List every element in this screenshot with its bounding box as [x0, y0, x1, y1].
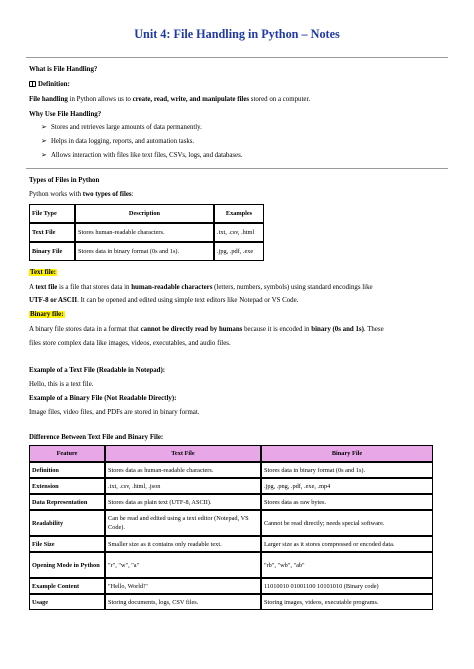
- bullet-item: ➢ Helps in data logging, reports, and automation tasks.: [41, 137, 195, 145]
- table-header-row: [29, 445, 433, 462]
- table-cell: Cannot be read directly; needs special software.: [261, 510, 433, 536]
- table-row: [29, 462, 433, 478]
- definition-label: Definition:: [29, 80, 70, 89]
- table-cell: "r", "w", "a": [105, 552, 261, 578]
- table-cell: File Size: [29, 536, 105, 552]
- table-row: [29, 578, 433, 594]
- table-cell: Example Content: [29, 578, 105, 594]
- table-cell: Stores data as human-readable characters.: [105, 462, 261, 478]
- table-row: [29, 242, 264, 261]
- binary-file-line-2: files store complex data like images, videos, executables, and audio files.: [29, 340, 231, 347]
- table-cell: 11010010 01001100 10101010 (Binary code): [261, 578, 433, 594]
- table-cell: Binary File: [29, 242, 75, 261]
- table-cell: Smaller size as it contains only readable text.: [105, 536, 261, 552]
- text-example-heading: Example of a Text File (Readable in Notepad):: [29, 367, 166, 374]
- binary-example-heading: Example of a Binary File (Not Readable Directly):: [29, 395, 177, 402]
- column-header: Description: [75, 204, 214, 223]
- table-cell: Stores data in binary format (0s and 1s).: [261, 462, 433, 478]
- book-icon: [29, 81, 36, 87]
- what-heading: What is File Handling?: [29, 66, 98, 73]
- table-header-row: [29, 204, 264, 223]
- text-example-body: Hello, this is a text file.: [29, 381, 94, 388]
- table-cell: Stores data as plain text (UTF-8, ASCII).: [105, 494, 261, 510]
- comparison-table: [29, 445, 433, 610]
- table-cell: Definition: [29, 462, 105, 478]
- table-row: [29, 594, 433, 610]
- table-cell: Extension: [29, 478, 105, 494]
- table-cell: Usage: [29, 594, 105, 610]
- text-file-label: Text file:: [30, 269, 56, 276]
- table-cell: Stores data in binary format (0s and 1s).: [75, 242, 214, 261]
- arrow-bullet-icon: ➢: [41, 151, 47, 159]
- binary-file-label: Binary file:: [30, 311, 64, 318]
- table-cell: Readability: [29, 510, 105, 536]
- table-cell: .jpg, .pdf, .exe: [214, 242, 264, 261]
- table-cell: Stores human-readable characters.: [75, 223, 214, 242]
- types-intro: Python works with two types of files:: [29, 191, 134, 198]
- table-cell: "Hello, World!": [105, 578, 261, 594]
- table-cell: .jpg, .png, .pdf, .exe, .mp4: [261, 478, 433, 494]
- binary-file-line-1: A binary file stores data in a format that cannot be directly read by humans because it is encoded in binary (0s and 1s). These: [29, 326, 384, 333]
- table-row: [29, 223, 264, 242]
- column-header: Binary File: [261, 445, 433, 462]
- table-cell: Storing images, videos, executable programs.: [261, 594, 433, 610]
- table-row: [29, 536, 433, 552]
- table-cell: Stores data as raw bytes.: [261, 494, 433, 510]
- title-divider: [26, 57, 448, 58]
- table-cell: Can be read and edited using a text editor (Notepad, VS Code).: [105, 510, 261, 536]
- text-file-line-2: UTF-8 or ASCII. It can be opened and edited using simple text editors like Notepad or VS Code.: [29, 297, 299, 304]
- section-divider: [26, 168, 448, 169]
- table-cell: Text File: [29, 223, 75, 242]
- table-row: [29, 510, 433, 536]
- diff-heading: Difference Between Text File and Binary File:: [29, 434, 164, 441]
- arrow-bullet-icon: ➢: [41, 123, 47, 131]
- arrow-bullet-icon: ➢: [41, 137, 47, 145]
- why-heading: Why Use File Handling?: [29, 111, 102, 118]
- bullet-item: ➢ Allows interaction with files like text files, CSVs, logs, and databases.: [41, 151, 243, 159]
- table-cell: Opening Mode in Python: [29, 552, 105, 578]
- definition-text: File handling in Python allows us to create, read, write, and manipulate files stored on a computer.: [29, 96, 311, 103]
- table-row: [29, 494, 433, 510]
- binary-example-body: Image files, video files, and PDFs are stored in binary format.: [29, 409, 200, 416]
- column-header: Text File: [105, 445, 261, 462]
- types-heading: Types of Files in Python: [29, 177, 100, 184]
- bullet-item: ➢ Stores and retrieves large amounts of data permanently.: [41, 123, 202, 131]
- table-cell: .txt, .csv, .html, .json: [105, 478, 261, 494]
- text-file-line-1: A text file is a file that stores data in human-readable characters (letters, numbers, symbols) using standard encodings like: [29, 284, 373, 291]
- column-header: Examples: [214, 204, 264, 223]
- table-cell: "rb", "wb", "ab": [261, 552, 433, 578]
- table-cell: Larger size as it stores compressed or encoded data.: [261, 536, 433, 552]
- column-header: File Type: [29, 204, 75, 223]
- table-cell: Data Representation: [29, 494, 105, 510]
- table-row: [29, 478, 433, 494]
- table-cell: Storing documents, logs, CSV files.: [105, 594, 261, 610]
- column-header: Feature: [29, 445, 105, 462]
- table-cell: .txt, .csv, .html: [214, 223, 264, 242]
- file-types-table: [29, 204, 264, 261]
- table-row: [29, 552, 433, 578]
- page-title: Unit 4: File Handling in Python – Notes: [134, 27, 340, 41]
